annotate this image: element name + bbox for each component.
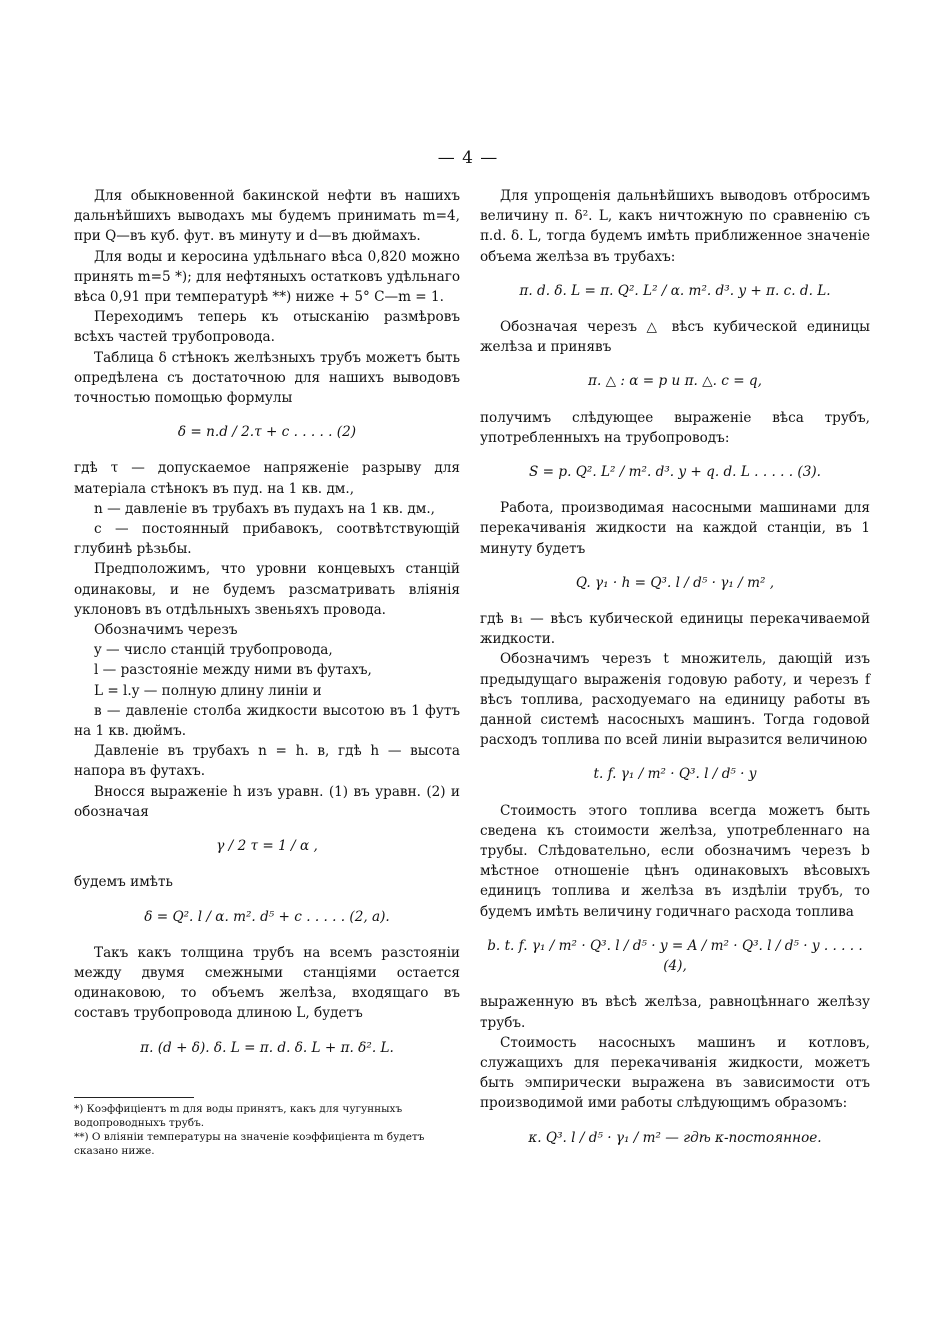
formula: Q. γ₁ · h = Q³. l / d⁵ · γ₁ / m² ,: [575, 574, 775, 591]
page-number: — 4 —: [437, 148, 499, 168]
paragraph: Для упрощенія дальнѣйшихъ выводовъ отбросимъ величину π. δ². L, какъ ничтожную по сравненію съ π.d. δ. L, тогда будемъ имѣть приближенное значеніе объема желѣза въ трубахъ:: [480, 188, 870, 265]
formula: π. △ : α = p и π. △. c = q,: [588, 373, 762, 390]
formula: t. f. γ₁ / m² · Q³. l / d⁵ · y: [593, 766, 757, 783]
paragraph: Для воды и керосина удѣльнаго вѣса 0,820 можно принять m=5 *); для нефтяныхъ остатковъ удѣльнаго вѣса 0,91 при температурѣ **) ниже + 5° C—m = 1.: [74, 248, 460, 306]
paragraph: Работа, производимая насосными машинами для перекачиванія жидкости на каждой станціи, въ 1 минуту будетъ: [480, 500, 870, 557]
right-column: [480, 186, 870, 1164]
footnote-1: *) Коэффиціентъ m для воды принятъ, какъ для чугунныхъ водопроводныхъ трубъ.: [74, 1103, 403, 1129]
paragraph: выраженную въ вѣсѣ желѣза, равноцѣннаго желѣзу трубъ.: [480, 994, 870, 1031]
paragraph: Такъ какъ толщина трубъ на всемъ разстояніи между двумя смежными станціями остается одинаковою, то объемъ желѣза, входящаго въ составъ трубопровода длиною L, будетъ: [74, 944, 460, 1022]
formula: δ = n.d / 2.τ + c . . . . . (2): [177, 424, 357, 441]
paragraph: y — число станцій трубопровода,: [94, 642, 333, 659]
left-column: [74, 186, 460, 1074]
paragraph: Обозначая черезъ △ вѣсъ кубической единицы желѣза и принявъ: [480, 319, 870, 356]
paragraph: Вносся выраженіе h изъ уравн. (1) въ уравн. (2) и обозначая: [74, 783, 460, 820]
paragraph: n — давленіе въ трубахъ въ пудахъ на 1 кв. дм.,: [94, 500, 435, 517]
paragraph: L = l.y — полную длину линіи и: [94, 682, 322, 699]
formula: π. d. δ. L = π. Q². L² / α. m². d³. y + π. c. d. L.: [519, 282, 831, 299]
formula: S = p. Q². L² / m². d³. y + q. d. L . . . . . (3).: [529, 464, 821, 481]
paragraph: l — разстояніе между ними въ футахъ,: [94, 662, 372, 679]
formula: b. t. f. γ₁ / m² · Q³. l / d⁵ · y = A / m² · Q³. l / d⁵ · y . . . . . (4),: [487, 937, 863, 975]
paragraph: Обозначимъ черезъ t множитель, дающій изъ предыдущаго выраженія годовую работу, и черезъ f вѣсъ топлива, расходуемаго на единицу работы въ данной системѣ насосныхъ машинъ. Тогда годовой расходъ топлива по всей линіи выразится величиною: [480, 651, 870, 749]
paragraph: Таблица δ стѣнокъ желѣзныхъ трубъ можетъ быть опредѣлена съ достаточною для нашихъ выводовъ точностью помощью формулы: [74, 349, 460, 407]
paragraph: получимъ слѣдующее выраженіе вѣса трубъ, употребленныхъ на трубопроводъ:: [480, 409, 870, 446]
formula: κ. Q³. l / d⁵ · γ₁ / m² — гдѣ κ-постоянное.: [528, 1129, 822, 1146]
paragraph: Давленіе въ трубахъ n = h. в, гдѣ h — высота напора въ футахъ.: [74, 743, 460, 780]
formula: δ = Q². l / α. m². d⁵ + c . . . . . (2, a).: [144, 908, 390, 925]
footnotes: [74, 1102, 460, 1158]
paragraph: c — постоянный прибавокъ, соотвѣтствующій глубинѣ рѣзьбы.: [74, 521, 460, 558]
footnote-rule: [74, 1097, 194, 1098]
paragraph: Предположимъ, что уровни концевыхъ станцій одинаковы, и не будемъ разсматривать вліянія уклоновъ въ отдѣльныхъ звеньяхъ провода.: [74, 561, 460, 618]
paragraph: Стоимость этого топлива всегда можетъ быть сведена къ стоимости желѣза, употребленнаго на трубы. Слѣдовательно, если обозначимъ черезъ b мѣстное отношеніе цѣнъ одинаковыхъ вѣсовыхъ единицъ топлива и желѣза въ издѣліи трубъ, то будемъ имѣть величину годичнаго расхода топлива: [480, 802, 870, 920]
formula: π. (d + δ). δ. L = π. d. δ. L + π. δ². L.: [140, 1039, 394, 1056]
footnote-2: **) О вліяніи температуры на значеніе коэффиціента m будетъ сказано ниже.: [74, 1131, 425, 1157]
paragraph: гдѣ τ — допускаемое напряженіе разрыву для матеріала стѣнокъ въ пуд. на 1 кв. дм.,: [74, 460, 460, 497]
formula: γ / 2 τ = 1 / α ,: [216, 838, 318, 855]
paragraph: Переходимъ теперь къ отысканію размѣровъ всѣхъ частей трубопровода.: [74, 309, 460, 346]
paragraph: Обозначимъ черезъ: [94, 622, 238, 639]
paragraph: в — давленіе столба жидкости высотою въ 1 футъ на 1 кв. дюймъ.: [74, 702, 460, 740]
paragraph: Для обыкновенной бакинской нефти въ нашихъ дальнѣйшихъ выводахъ мы будемъ принимать m=4, при Q—въ куб. фут. въ минуту и d—въ дюймахъ.: [74, 188, 460, 245]
paragraph: гдѣ в₁ — вѣсъ кубической единицы перекачиваемой жидкости.: [480, 611, 870, 648]
paragraph: будемъ имѣть: [74, 874, 173, 891]
paragraph: Стоимость насосныхъ машинъ и котловъ, служащихъ для перекачиванія жидкости, можетъ быть эмпирически выражена въ зависимости отъ производимой ими работы слѣдующимъ образомъ:: [480, 1034, 870, 1112]
